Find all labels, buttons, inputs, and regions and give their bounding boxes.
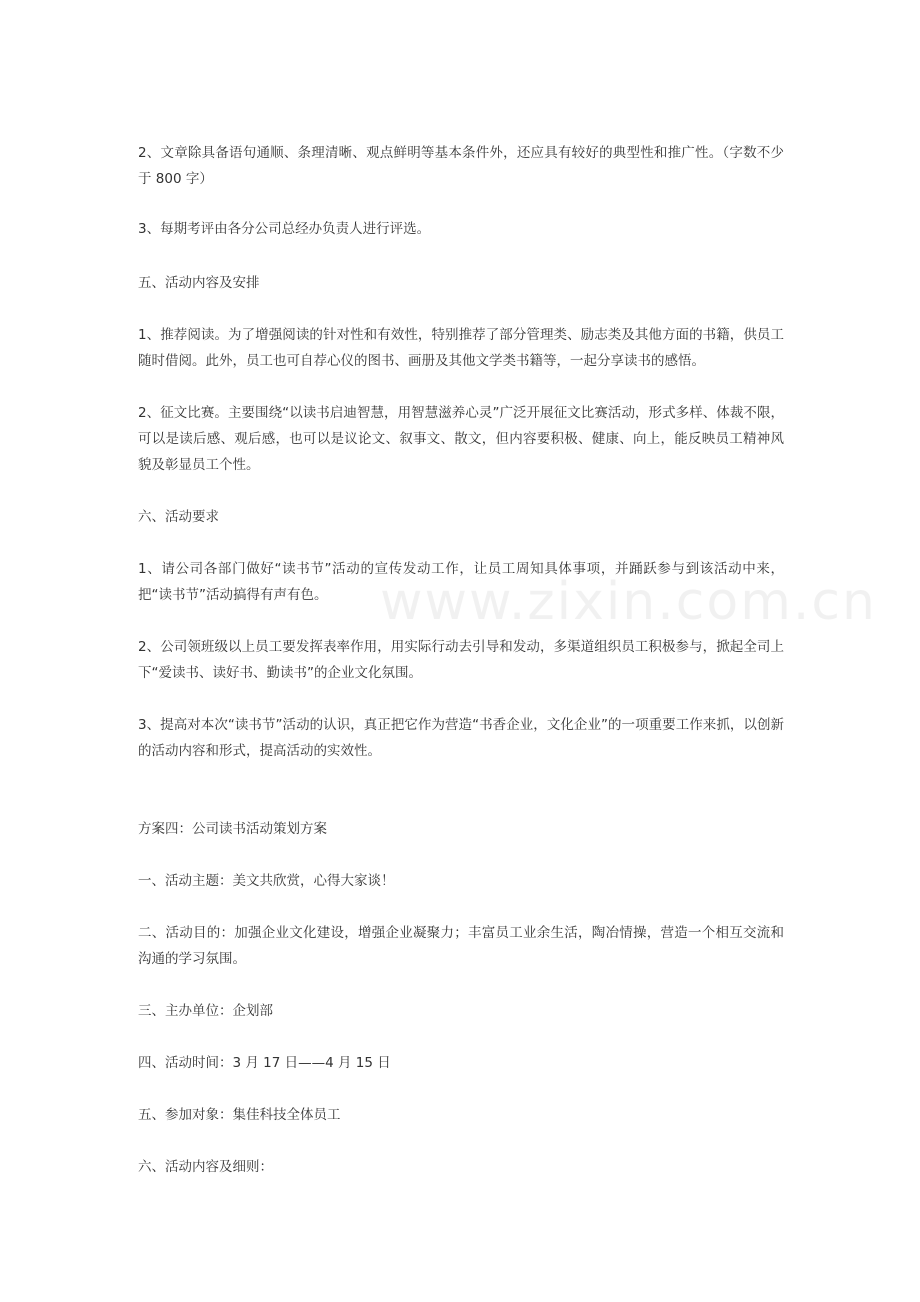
paragraph-article-requirements: 2、文章除具备语句通顺、条理清晰、观点鲜明等基本条件外，还应具有较好的典型性和推广性。（字数不少于 800 字） [138, 145, 784, 187]
heading-activity-requirements: 六、活动要求 [138, 509, 219, 525]
paragraph-requirement-2: 2、公司领班级以上员工要发挥表率作用，用实际行动去引导和发动，多渠道组织员工积极参与，掀起全司上下“爱读书、读好书、勤读书”的企业文化氛围。 [138, 639, 784, 681]
paragraph-purpose: 二、活动目的：加强企业文化建设，增强企业凝聚力；丰富员工业余生活，陶冶情操，营造一个相互交流和沟通的学习氛围。 [138, 925, 784, 967]
paragraph-time: 四、活动时间：3 月 17 日——4 月 15 日 [138, 1055, 391, 1071]
paragraph-requirement-1: 1、请公司各部门做好“读书节”活动的宣传发动工作，让员工周知具体事项，并踊跃参与到该活动中来，把“读书节”活动搞得有声有色。 [138, 561, 784, 603]
heading-content-rules: 六、活动内容及细则： [138, 1159, 273, 1175]
paragraph-theme: 一、活动主题：美文共欣赏，心得大家谈！ [138, 873, 395, 889]
paragraph-requirement-3: 3、提高对本次“读书节”活动的认识，真正把它作为营造“书香企业，文化企业”的一项重要工作来抓，以创新的活动内容和形式，提高活动的实效性。 [138, 717, 784, 759]
paragraph-evaluation: 3、每期考评由各分公司总经办负责人进行评选。 [138, 221, 431, 237]
watermark: www.zixin.com.cn [380, 572, 877, 632]
paragraph-essay-contest: 2、征文比赛。主要围绕“以读书启迪智慧，用智慧滋养心灵”广泛开展征文比赛活动，形式多样、体裁不限，可以是读后感、观后感，也可以是议论文、叙事文、散文，但内容要积极、健康、向上，能反映员工精神风貌及彰显员工个性。 [138, 405, 784, 473]
paragraph-participants: 五、参加对象：集佳科技全体员工 [138, 1107, 341, 1123]
paragraph-organizer: 三、主办单位：企划部 [138, 1003, 273, 1019]
heading-plan-four: 方案四：公司读书活动策划方案 [138, 821, 327, 837]
paragraph-recommended-reading: 1、推荐阅读。为了增强阅读的针对性和有效性，特别推荐了部分管理类、励志类及其他方面的书籍，供员工随时借阅。此外，员工也可自荐心仪的图书、画册及其他文学类书籍等，一起分享读书的感悟。 [138, 327, 784, 369]
heading-activity-content: 五、活动内容及安排 [138, 275, 260, 291]
